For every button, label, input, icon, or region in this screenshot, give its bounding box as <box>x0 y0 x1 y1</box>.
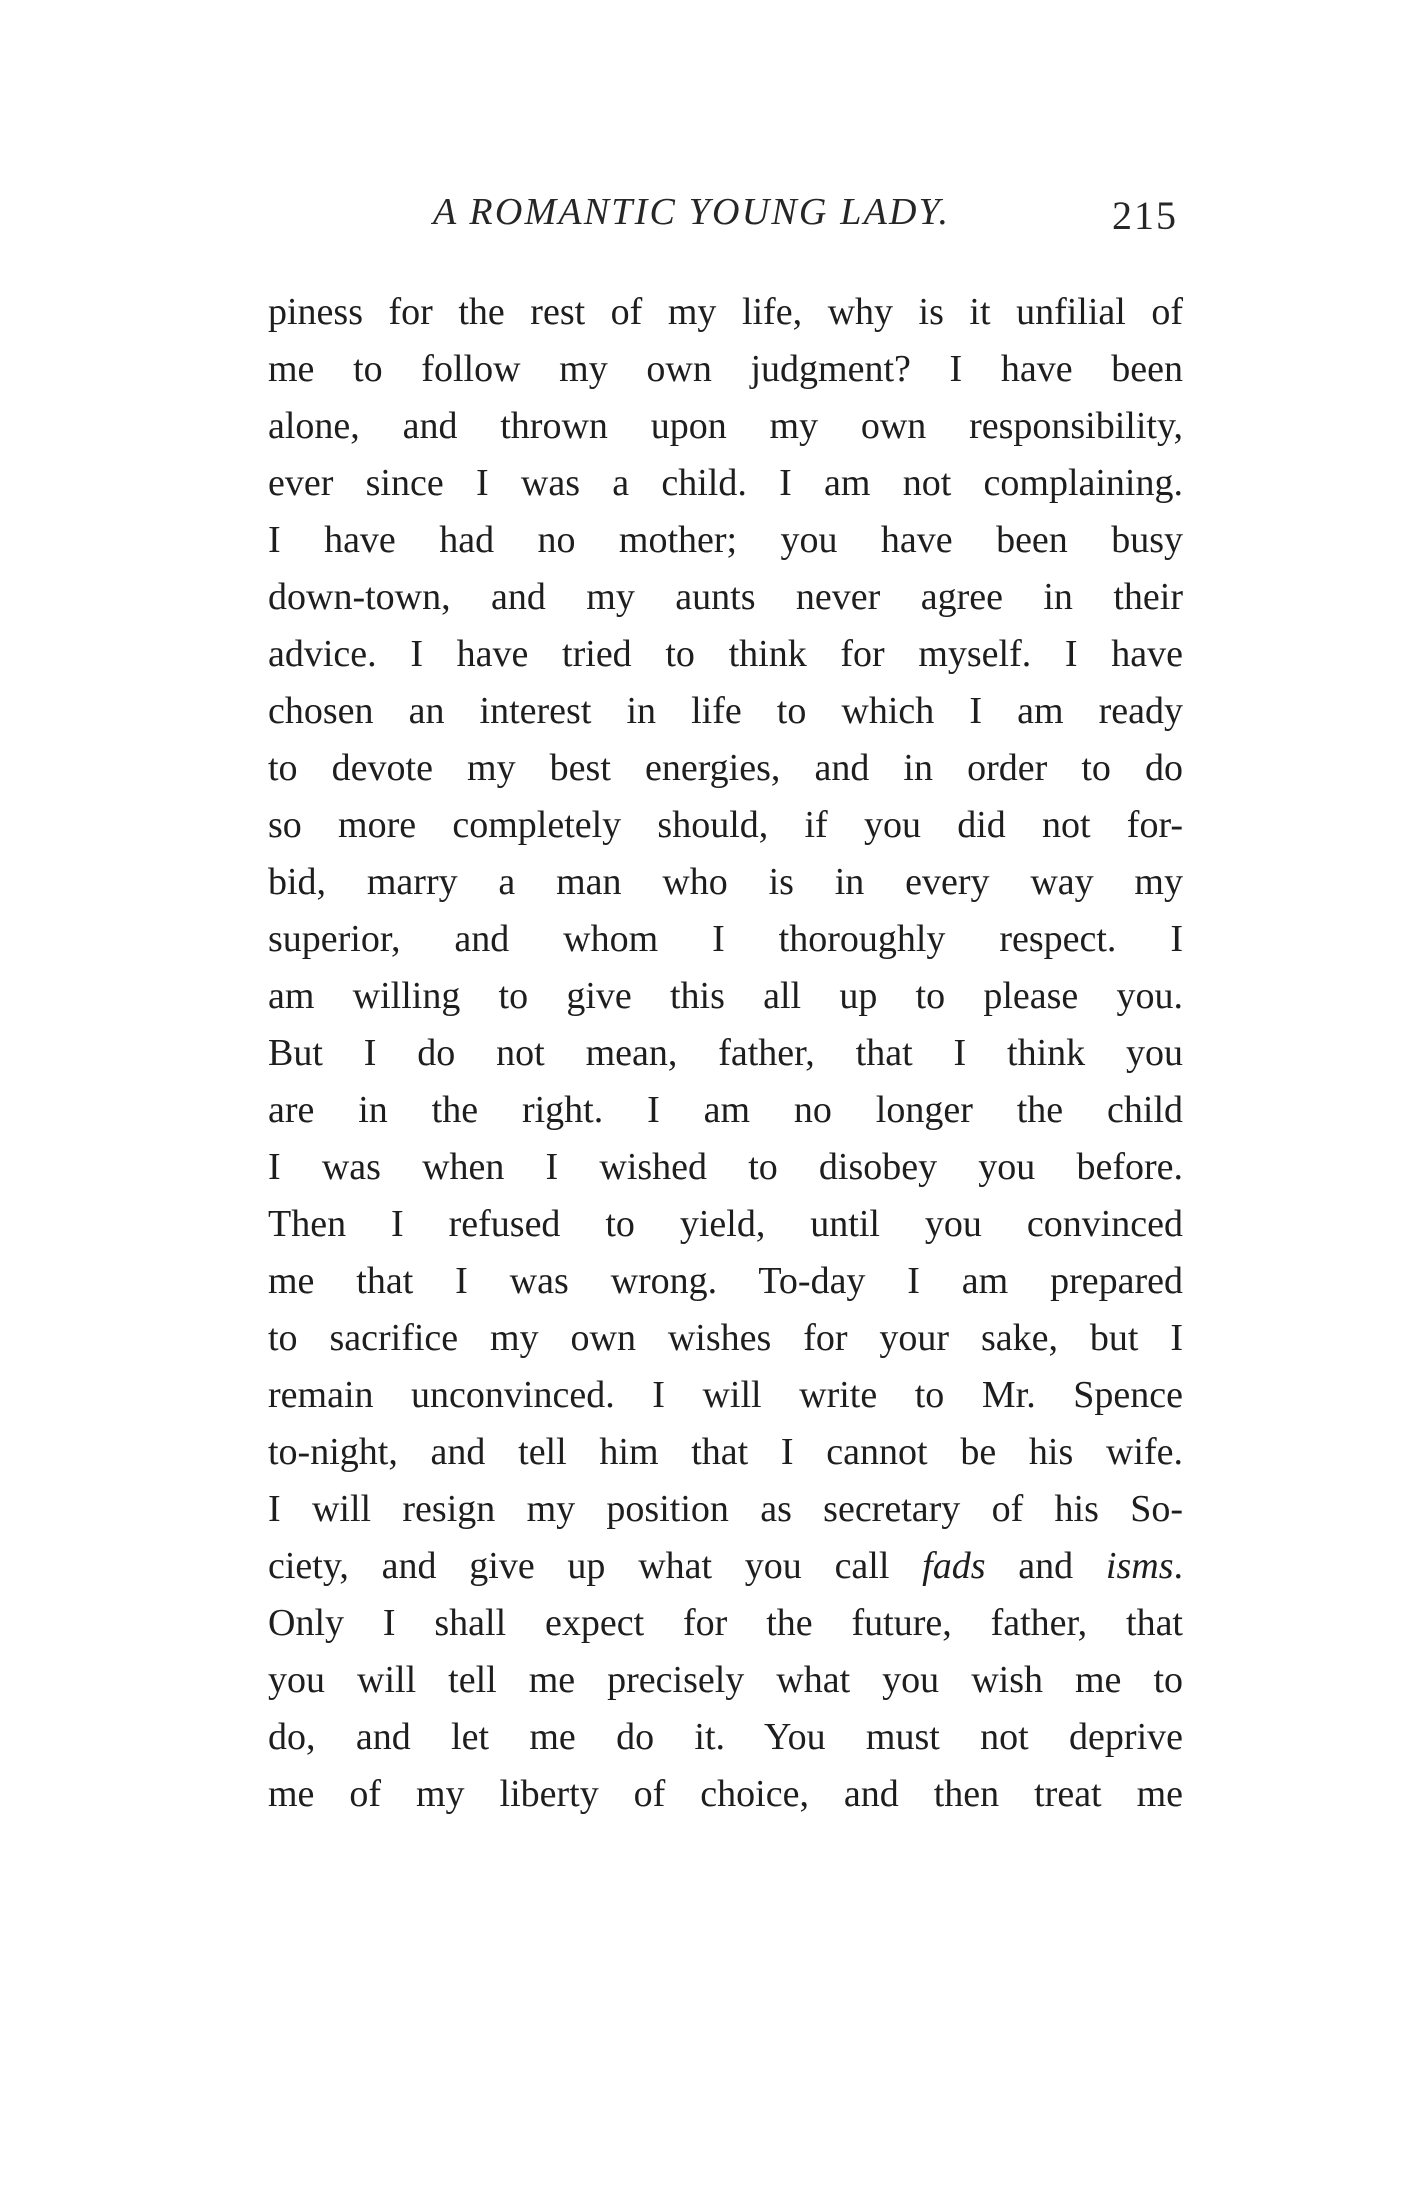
text-fragment: and <box>985 1545 1106 1587</box>
text-line: advice. I have tried to think for myself. I have <box>268 633 1183 675</box>
text-line: me to follow my own judgment? I have been <box>268 348 1183 390</box>
body-text <box>268 284 1183 1823</box>
text-line: me that I was wrong. To-day I am prepared <box>268 1260 1183 1302</box>
text-line: I have had no mother; you have been busy <box>268 519 1183 561</box>
text-line: to devote my best energies, and in order to do <box>268 747 1183 789</box>
text-line: so more completely should, if you did not for- <box>268 804 1183 846</box>
text-line: ever since I was a child. I am not complaining. <box>268 462 1183 504</box>
text-line: Only I shall expect for the future, father, that <box>268 1602 1183 1644</box>
text-line: to sacrifice my own wishes for your sake, but I <box>268 1317 1183 1359</box>
running-head <box>268 190 1188 246</box>
text-fragment: ciety, and give up what you call <box>268 1545 923 1587</box>
text-line: chosen an interest in life to which I am ready <box>268 690 1183 732</box>
text-line: piness for the rest of my life, why is it unfilial of <box>268 291 1183 333</box>
text-line-with-italics <box>268 1538 1183 1595</box>
text-line: But I do not mean, father, that I think you <box>268 1032 1183 1074</box>
text-line: alone, and thrown upon my own responsibility, <box>268 405 1183 447</box>
text-line: remain unconvinced. I will write to Mr. Spence <box>268 1374 1183 1416</box>
text-line: do, and let me do it. You must not deprive <box>268 1716 1183 1758</box>
text-line: me of my liberty of choice, and then treat me <box>268 1773 1183 1815</box>
text-line: down-town, and my aunts never agree in their <box>268 576 1183 618</box>
italic-word-isms: isms <box>1105 1545 1174 1587</box>
italic-word-fads: fads <box>922 1545 986 1587</box>
text-line: are in the right. I am no longer the child <box>268 1089 1183 1131</box>
text-line: to-night, and tell him that I cannot be his wife. <box>268 1431 1183 1473</box>
text-line: superior, and whom I thoroughly respect. I <box>268 918 1183 960</box>
running-title: A ROMANTIC YOUNG LADY. <box>433 191 951 233</box>
page-number: 215 <box>1112 193 1178 238</box>
text-line: am willing to give this all up to please you. <box>268 975 1183 1017</box>
text-line: Then I refused to yield, until you convinced <box>268 1203 1183 1245</box>
text-line: bid, marry a man who is in every way my <box>268 861 1183 903</box>
text-fragment: . <box>1173 1545 1183 1587</box>
text-line: I will resign my position as secretary of his So- <box>268 1488 1183 1530</box>
text-line: you will tell me precisely what you wish me to <box>268 1659 1183 1701</box>
text-line: I was when I wished to disobey you before. <box>268 1146 1183 1188</box>
